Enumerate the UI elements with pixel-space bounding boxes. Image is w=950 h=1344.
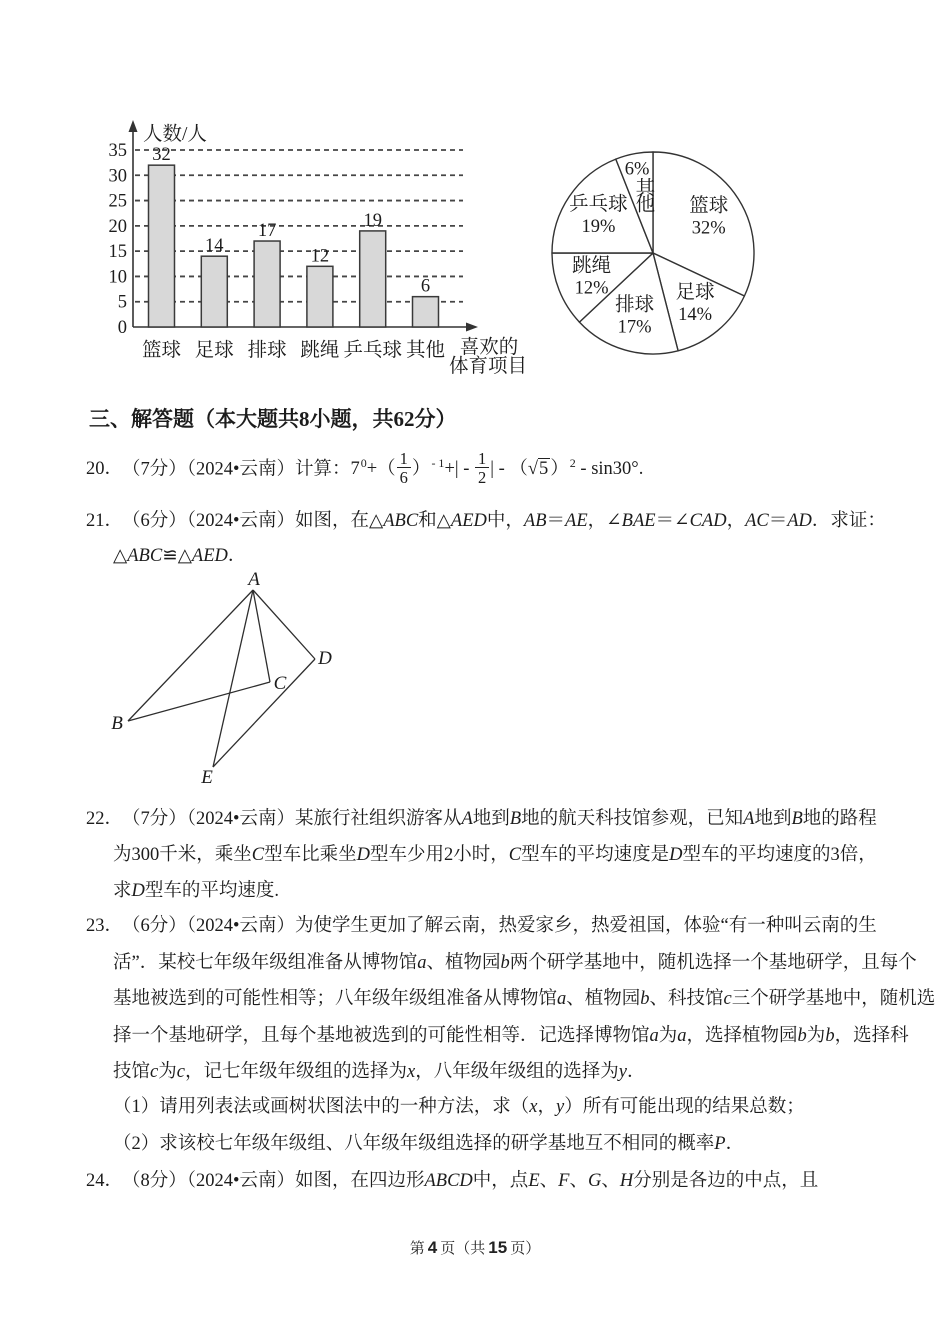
bar-value-label: 32	[152, 145, 171, 166]
slice-label: 足球	[675, 281, 715, 303]
x-category-label: 乒乓球	[343, 340, 402, 361]
problem-meta: （7分）（2024•云南）计算：	[122, 459, 351, 480]
text-line: 择一个基地研学，且每个基地被选到的可能性相等．记选择博物馆a为a，选择植物园b为b，选择科	[113, 1025, 909, 1046]
page-footer	[0, 1237, 950, 1258]
footer-text: 第	[409, 1241, 425, 1257]
y-axis-arrow-icon	[129, 120, 138, 132]
text-line: 求D型车的平均速度.	[113, 881, 280, 901]
pie-chart	[545, 145, 771, 371]
problem-text: （7分）（2024•云南）某旅行社组织游客从A地到B地的航天科技馆参观，已知A地到B地的路程	[122, 809, 877, 829]
problem-number: 23．	[86, 916, 124, 936]
problem-number: 24．	[86, 1171, 124, 1191]
x-axis-arrow-icon	[466, 323, 478, 332]
segment-AC	[253, 590, 270, 682]
problem-22	[86, 801, 877, 909]
subquestion-2: （2）求该校七年级年级组、八年级年级组选择的研学基地互不相同的概率P．	[113, 1134, 745, 1154]
footer-text: 页（共	[440, 1241, 486, 1257]
slice-label: 乒乓球	[569, 193, 628, 215]
y-tick-label: 10	[108, 267, 127, 288]
bar-value-label: 12	[310, 246, 330, 267]
problem-number: 20．	[86, 459, 124, 480]
subquestion-1: （1）请用列表法或画树状图法中的一种方法，求（x，y）所有可能出现的结果总数；	[113, 1097, 805, 1117]
y-tick-label: 30	[108, 166, 127, 187]
text-line	[86, 801, 877, 837]
x-category-label: 排球	[247, 340, 287, 361]
bar-篮球	[149, 165, 175, 327]
y-tick-label: 35	[108, 141, 127, 161]
point-label-C: C	[273, 673, 287, 694]
slice-percent: 19%	[581, 216, 616, 237]
x-axis-title: 体育项目	[448, 356, 528, 377]
y-tick-label: 20	[108, 216, 127, 237]
problem-24	[86, 1166, 818, 1192]
text-line: 为300千米，乘坐C型车比乘坐D型车少用2小时，C型车的平均速度是D型车的平均速度的3倍，	[113, 845, 877, 865]
problem-number: 21．	[86, 511, 124, 531]
slice-label: 排球	[615, 294, 655, 316]
x-axis-title: 喜欢的	[459, 337, 519, 358]
bar-排球	[254, 241, 280, 327]
point-label-B: B	[111, 713, 123, 734]
slice-label: 篮球	[689, 195, 729, 217]
segment-DE	[213, 659, 315, 767]
segment-BC	[128, 682, 270, 721]
segment-AB	[128, 590, 253, 721]
problem-20	[86, 450, 643, 487]
bar-value-label: 14	[205, 236, 224, 257]
point-label-D: D	[318, 648, 332, 669]
segment-AD	[253, 590, 315, 659]
text-line: 活”．某校七年级年级组准备从博物馆a、植物园b两个研学基地中，随机选择一个基地研学，且每个	[113, 952, 917, 973]
text-line: 基地被选到的可能性相等；八年级年级组准备从博物馆a、植物园b、科技馆c三个研学基地中，随机选	[113, 989, 936, 1009]
bar-chart	[85, 113, 537, 381]
problem-23-subquestions	[113, 1089, 805, 1163]
text-line	[86, 908, 935, 945]
slice-percent: 12%	[574, 278, 609, 299]
y-axis-title: 人数/人	[143, 124, 207, 145]
bar-跳绳	[307, 266, 333, 327]
bar-足球	[201, 256, 227, 327]
slice-label: 他	[635, 194, 656, 216]
slice-percent: 14%	[678, 304, 713, 325]
y-tick-label: 5	[117, 292, 127, 313]
page-number: 4	[427, 1238, 438, 1257]
point-label-A: A	[248, 569, 260, 590]
y-tick-label: 0	[117, 318, 127, 338]
problem-number: 22．	[86, 809, 124, 829]
slice-percent: 6%	[624, 159, 650, 180]
section-header: 三、解答题（本大题共8小题，共62分）	[89, 407, 457, 431]
geometry-figure	[95, 563, 357, 795]
problem-text: （6分）（2024•云南）如图，在△ABC和△AED中，AB＝AE，∠BAE＝∠CAD，AC＝AD．求证：	[122, 511, 886, 531]
x-category-label: 其他	[405, 340, 446, 361]
bar-value-label: 19	[363, 210, 382, 231]
x-category-label: 跳绳	[300, 340, 340, 361]
text-line: 技馆c为c，记七年级年级组的选择为x，八年级年级组的选择为y．	[113, 1062, 646, 1082]
total-pages: 15	[488, 1238, 508, 1257]
x-category-label: 足球	[194, 340, 234, 361]
x-category-label: 篮球	[141, 340, 182, 361]
bar-value-label: 17	[257, 221, 277, 242]
bar-乒乓球	[360, 231, 386, 327]
problem-text: （6分）（2024•云南）为使学生更加了解云南，热爱家乡，热爱祖国，体验“有一种叫云南的生	[122, 916, 877, 936]
slice-percent: 32%	[691, 218, 726, 239]
y-tick-label: 25	[108, 191, 127, 212]
bar-value-label: 6	[420, 276, 431, 297]
problem-21-line2: △ABC≌△AED．	[113, 546, 247, 566]
problem-21	[86, 506, 886, 532]
problem-text: （8分）（2024•云南）如图，在四边形ABCD中，点E、F、G、H分别是各边的中点，且	[122, 1171, 819, 1191]
point-label-E: E	[201, 767, 213, 788]
bar-其他	[413, 297, 439, 327]
slice-percent: 17%	[617, 317, 652, 338]
footer-text: 页）	[510, 1241, 541, 1257]
formula: $7^0+$（ $\frac{1}{6}$ ）$^{- 1}$+| - $\frac{1}{2}$ | - （√5 ）$^2$ - sin30°.	[350, 449, 644, 488]
y-tick-label: 15	[108, 242, 127, 263]
problem-23	[86, 908, 935, 1091]
segment-AE	[213, 590, 253, 767]
slice-label: 其	[635, 178, 656, 200]
slice-label: 跳绳	[572, 255, 612, 277]
